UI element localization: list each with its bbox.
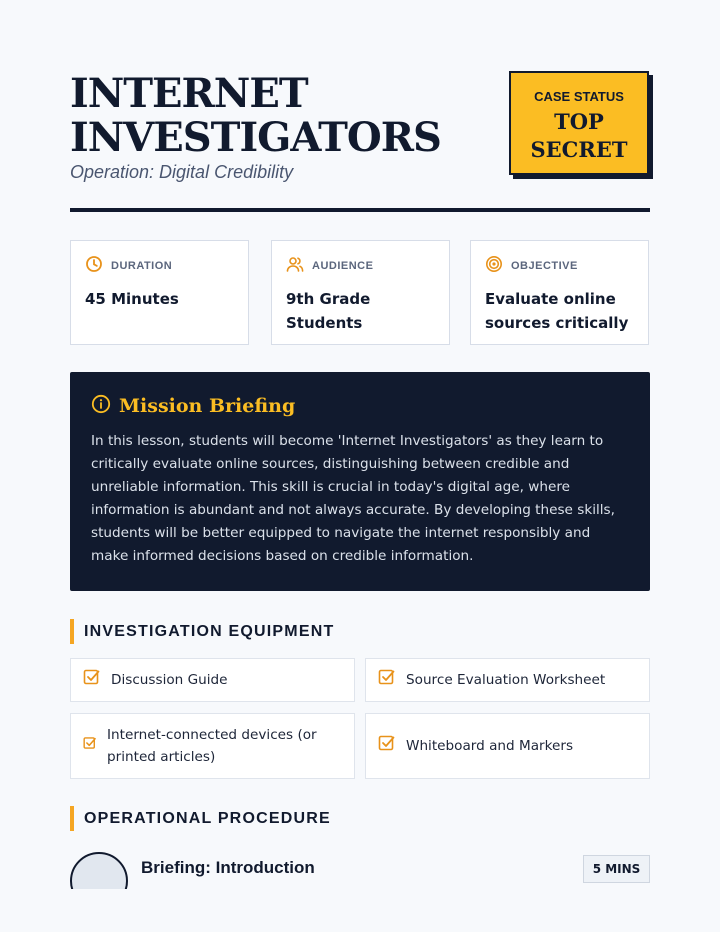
case-status-line-2: SECRET bbox=[530, 137, 628, 162]
equipment-item bbox=[70, 658, 355, 702]
target-icon bbox=[485, 255, 503, 277]
briefing-title: Mission Briefing bbox=[119, 395, 296, 417]
info-value: Evaluate online sources critically bbox=[485, 290, 629, 332]
checkbox-checked-icon bbox=[83, 668, 101, 693]
info-label: OBJECTIVE bbox=[511, 260, 578, 272]
case-status-box bbox=[509, 71, 649, 175]
checkbox-checked-icon bbox=[378, 668, 396, 693]
title-line-2: INVESTIGATORS bbox=[70, 114, 441, 161]
info-card-objective bbox=[470, 240, 649, 345]
page-subtitle: Operation: Digital Credibility bbox=[70, 162, 294, 182]
equipment-label: Source Evaluation Worksheet bbox=[406, 672, 606, 688]
checkbox-checked-icon bbox=[378, 734, 396, 759]
info-card-duration bbox=[70, 240, 249, 345]
info-value: 45 Minutes bbox=[85, 290, 179, 308]
header-divider bbox=[70, 208, 650, 212]
clock-icon bbox=[85, 255, 103, 277]
info-label: DURATION bbox=[111, 260, 173, 272]
page-cutoff bbox=[60, 889, 140, 932]
step-duration-badge: 5 MINS bbox=[583, 855, 650, 883]
equipment-item bbox=[365, 713, 650, 779]
checkbox-checked-icon bbox=[83, 735, 97, 757]
case-status-line-1: TOP bbox=[554, 109, 604, 134]
equipment-label: Discussion Guide bbox=[111, 672, 228, 688]
equipment-item bbox=[365, 658, 650, 702]
equipment-label: Internet-connected devices (or printed articles) bbox=[107, 727, 317, 765]
title-line-1: INTERNET bbox=[70, 70, 308, 117]
users-icon bbox=[286, 255, 304, 277]
equipment-label: Whiteboard and Markers bbox=[406, 738, 574, 754]
mission-briefing-panel bbox=[70, 372, 650, 591]
case-status-value bbox=[511, 108, 647, 164]
equipment-item bbox=[70, 713, 355, 779]
info-label: AUDIENCE bbox=[312, 260, 374, 272]
info-card-audience bbox=[271, 240, 450, 345]
page-title bbox=[70, 72, 470, 160]
case-status-label: CASE STATUS bbox=[534, 89, 624, 104]
briefing-body: In this lesson, students will become 'Internet Investigators' as they learn to critically evaluate online sources, distinguishing between credible and unreliable information. This skill is crucial in today's digital age, where information is abundant and not always accurate. By developing these skills, students will be better equipped to navigate the internet responsibly and make informed decisions based on credible information. bbox=[91, 433, 615, 564]
equipment-heading: INVESTIGATION EQUIPMENT bbox=[70, 619, 334, 644]
procedure-heading: OPERATIONAL PROCEDURE bbox=[70, 806, 331, 831]
info-circle-icon bbox=[91, 394, 111, 418]
step-title: Briefing: Introduction bbox=[141, 858, 315, 877]
info-value: 9th Grade Students bbox=[286, 290, 371, 332]
